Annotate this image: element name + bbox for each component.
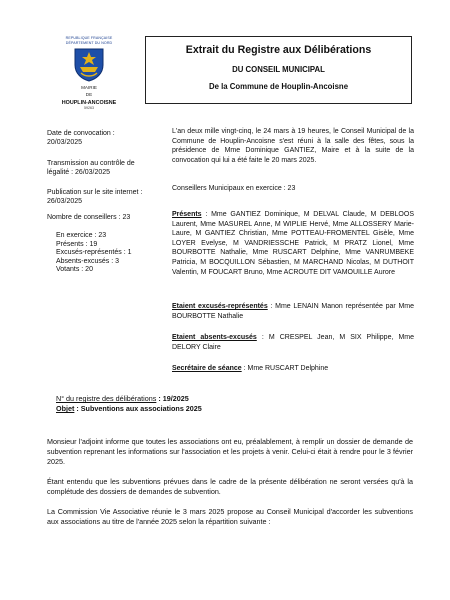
transmission-block — [47, 160, 147, 177]
registre-numero-value: : 19/2025 — [156, 394, 189, 403]
votes-list — [56, 232, 148, 275]
transmission-date: 26/03/2025 — [75, 168, 111, 176]
convocation-date: 20/03/2025 — [47, 138, 83, 146]
presents-paragraph — [172, 210, 414, 277]
document-commune: De la Commune de Houplin-Ancoisne — [208, 82, 349, 91]
nb-conseillers: Nombre de conseillers : 23 — [47, 214, 131, 221]
logo-mairie: MAIRIE — [81, 85, 97, 91]
secretaire-name: : Mme RUSCART Delphine — [241, 365, 329, 372]
objet-line — [56, 405, 202, 414]
excuses-list: : Mme LENAIN Manon représentée par Mme BOURBOTTE Nathalie — [172, 303, 414, 320]
vote-votants: Votants : 20 — [56, 266, 93, 274]
document-header — [145, 36, 412, 104]
secretaire-paragraph — [172, 364, 414, 374]
convocation-block — [47, 130, 147, 147]
document-subtitle: DU CONSEIL MUNICIPAL — [232, 65, 325, 74]
excuses-label: Etaient excusés-représentés — [172, 303, 268, 310]
registre-numero-label: N° du registre des délibérations — [56, 394, 157, 403]
secretaire-label: Secrétaire de séance — [172, 365, 242, 372]
absents-label: Etaient absents-excusés — [172, 334, 257, 341]
conseillers-exercice: Conseillers Municipaux en exercice : 23 — [172, 185, 296, 192]
objet-value: : Subventions aux associations 2025 — [74, 404, 202, 413]
vote-presents: Présents : 19 — [56, 240, 98, 248]
transmission-label: Transmission au contrôle de légalité : — [47, 160, 135, 176]
publication-block — [47, 189, 147, 206]
publication-date: 26/03/2025 — [47, 197, 83, 205]
presents-label: Présents — [172, 211, 202, 218]
document-title: Extrait du Registre aux Délibérations — [185, 44, 372, 56]
presents-list: : Mme GANTIEZ Dominique, M DELVAL Claude, M DEBLOOS Laurent, Mme MASUREL Anne, M WIPLIE Hervé, Mme ALLOSSERY Marie-Laure, M GANTIEZ Christian, Mme POTTEAU-FROMENTEL Gisèle, Mme LOYER Evelyse, M VANDRIESSCHE Patrick, M PRATZ Lionel, Mme BOURBOTTE Nathalie, Mme RUSCART Delphine, Mme VANRUMBEKE Patricia, M BOCQUILLON Sébastien, M MARCHAND Nicolas, M DUTHOIT Valentin, M FOUCART Bruno, Mme ACROUTE DIT VAMOUILLE Aurore — [172, 211, 414, 276]
vote-en-exercice: En exercice : 23 — [56, 232, 107, 239]
publication-label: Publication sur le site internet : — [47, 189, 143, 196]
logo-republique: REPUBLIQUE FRANÇAISE — [65, 36, 113, 40]
coat-of-arms-icon — [73, 47, 105, 83]
logo-departement: DÉPARTEMENT DU NORD — [65, 40, 113, 45]
logo-de: DE — [85, 92, 93, 98]
logo-commune-name: HOUPLIN-ANCOISNE — [61, 99, 117, 106]
objet-label: Objet — [56, 404, 75, 413]
absents-list: : M CRESPEL Jean, M SIX Philippe, Mme DELORY Claire — [172, 334, 415, 351]
commune-logo — [52, 36, 126, 110]
absents-paragraph — [172, 333, 414, 352]
logo-postcode: 59263 — [84, 105, 94, 110]
seance-intro: L'an deux mille vingt-cinq, le 24 mars à 19 heures, le Conseil Municipal de la Commune de Houplin-Ancoisne s'est réuni à la salle des fêtes, sous la présidence de Mme Dominique GANTIEZ, Maire et à la suite de la convocation qui lui a été faite le 20 mars 2025. — [172, 128, 414, 164]
body-paragraph-1: Monsieur l'adjoint informe que toutes les associations ont eu, préalablement, à remplir un dossier de demande de subvention reprenant les informations sur l'association et les projets à venir. Celui-ci était à rendre pour le 3 février 2025. — [47, 437, 413, 466]
vote-excuses-representes: Excusés-représentés : 1 — [56, 249, 132, 257]
vote-absents-excuses: Absents-excusés : 3 — [56, 257, 120, 265]
excuses-paragraph — [172, 302, 414, 321]
convocation-label: Date de convocation : — [47, 130, 115, 137]
registre-numero — [56, 395, 189, 404]
body-paragraph-3: La Commission Vie Associative réunie le 3 mars 2025 propose au Conseil Municipal d'accorder les subventions aux associations au titre de l'année 2025 selon la répartition suivante : — [47, 507, 413, 526]
body-paragraph-2: Étant entendu que les subventions prévues dans le cadre de la présente délibération ne seront versées qu'à la complétude des dossiers de demandes de subvention. — [47, 477, 413, 496]
